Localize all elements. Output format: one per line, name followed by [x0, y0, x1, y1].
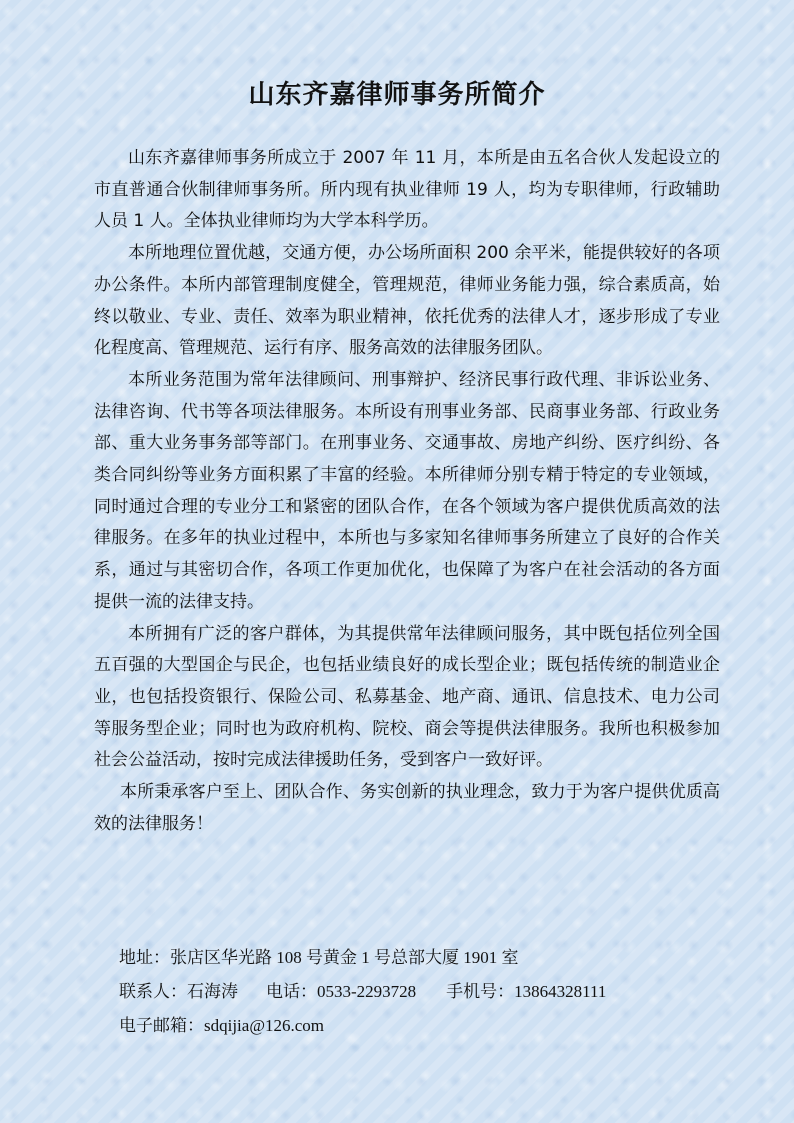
phone-number: 电话：0533-2293728 — [266, 982, 417, 1001]
paragraph-business-scope: 本所业务范围为常年法律顾问、刑事辩护、经济民事行政代理、非诉讼业务、法律咨询、代书等各项法律服务。本所设有刑事业务部、民商事业务部、行政业务部、重大业务事务部等部门。在刑事业务、交通事故、房地产纠纷、医疗纠纷、各类合同纠纷等业务方面积累了丰富的经验。本所律师分别专精于特定的专业领域，同时通过合理的专业分工和紧密的团队合作，在各个领域为客户提供优质高效的法律服务。在多年的执业过程中，本所也与多家知名律师事务所建立了良好的合作关系，通过与其密切合作，各项工作更加优化，也保障了为客户在社会活动的各方面提供一流的法律支持。 — [94, 369, 720, 612]
paragraph-location: 本所地理位置优越，交通方便，办公场所面积 200 余平米，能提供较好的各项办公条件。本所内部管理制度健全，管理规范，律师业务能力强，综合素质高，始终以敬业、专业、责任、效率为职业精神，依托优秀的法律人才，逐步形成了专业化程度高、管理规范、运行有序、服务高效的法律服务团队。 — [94, 243, 720, 359]
document-title: 山东齐嘉律师事务所简介 — [248, 80, 546, 110]
contact-phone-line — [119, 975, 739, 1009]
paragraph-closing: 本所秉承客户至上、团队合作、务实创新的执业理念，致力于为客户提供优质高效的法律服务！ — [94, 782, 720, 834]
address-line: 地址：张店区华光路 108 号黄金 1 号总部大厦 1901 室 — [119, 948, 519, 967]
contact-person: 联系人：石海涛 — [119, 982, 238, 1001]
paragraph-founding: 山东齐嘉律师事务所成立于 2007 年 11 月，本所是由五名合伙人发起设立的市直普通合伙制律师事务所。所内现有执业律师 19 人，均为专职律师，行政辅助人员 1 人。全体执业律师均为大学本科学历。 — [94, 148, 720, 232]
mobile-number: 手机号：13864328111 — [446, 982, 607, 1001]
document-body — [94, 143, 720, 840]
contact-block — [119, 941, 739, 1043]
paragraph-clients: 本所拥有广泛的客户群体，为其提供常年法律顾问服务，其中既包括位列全国五百强的大型国企与民企，也包括业绩良好的成长型企业；既包括传统的制造业企业，也包括投资银行、保险公司、私募基金、地产商、通讯、信息技术、电力公司等服务型企业；同时也为政府机构、院校、商会等提供法律服务。我所也积极参加社会公益活动，按时完成法律援助任务，受到客户一致好评。 — [94, 623, 720, 771]
email-line: 电子邮箱：sdqijia@126.com — [119, 1016, 325, 1035]
